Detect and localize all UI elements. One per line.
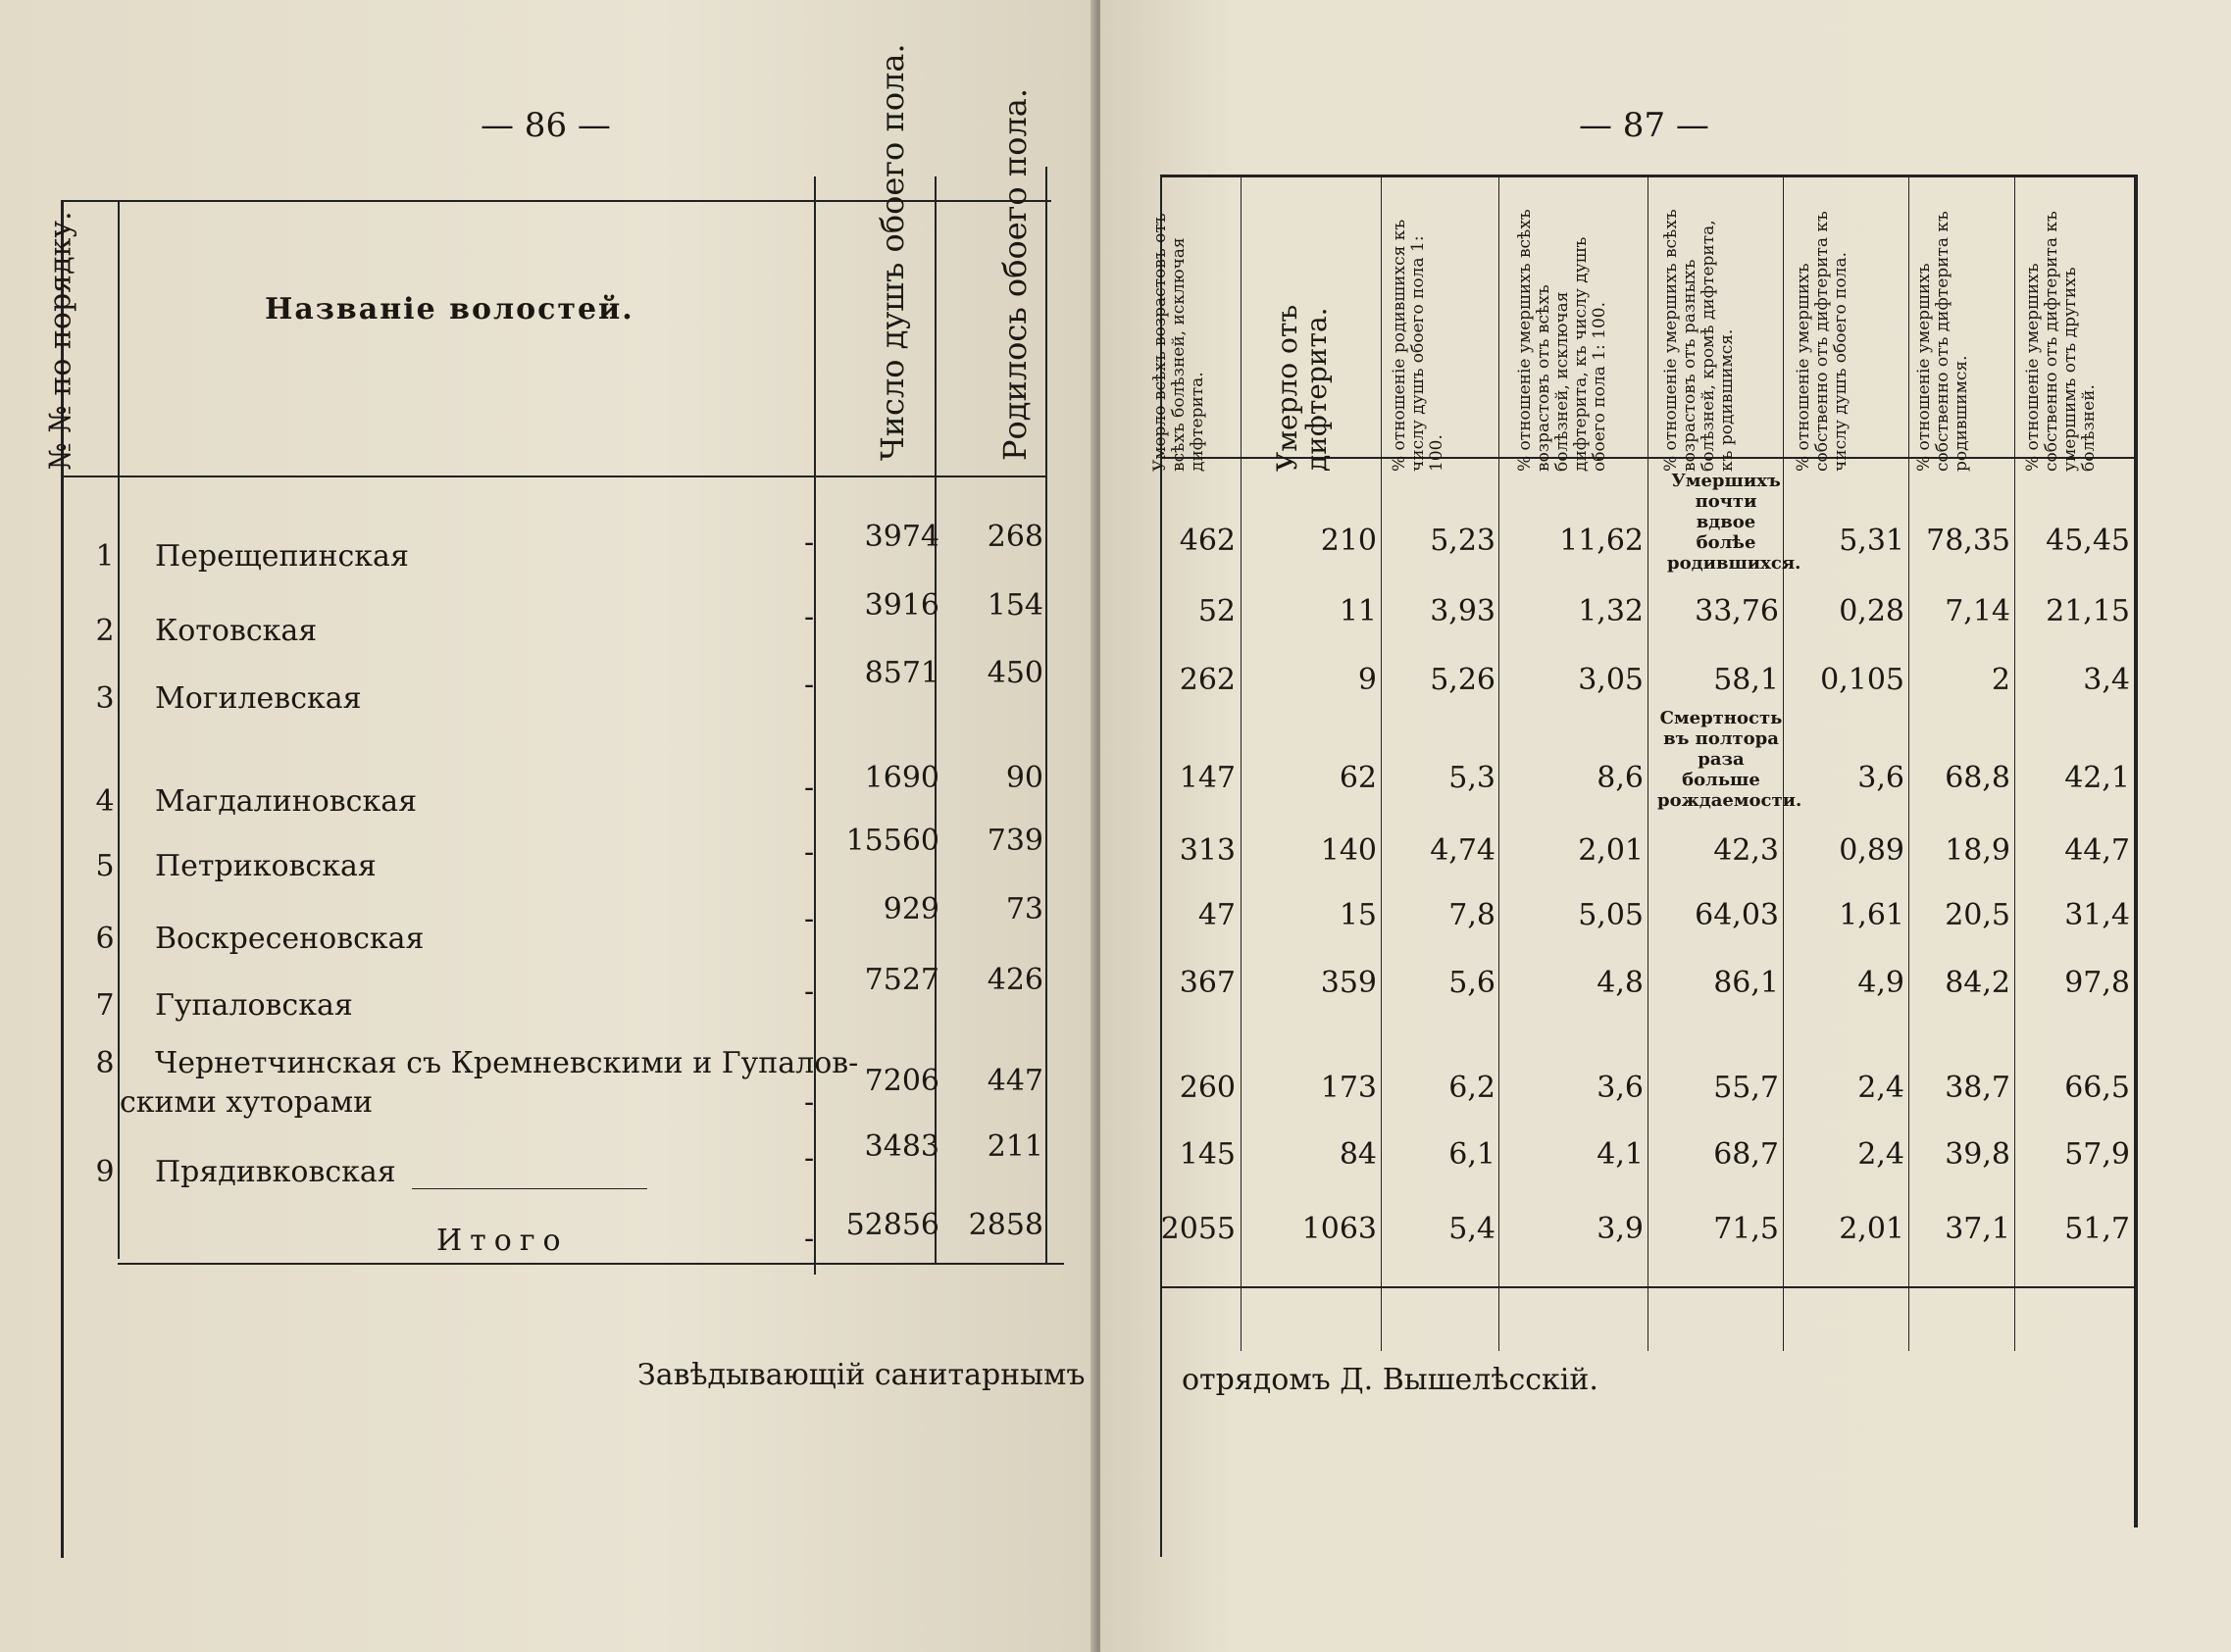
row-cell-birth-ratio: 5,6 (1448, 966, 1496, 1000)
total-cell-deaths-to-births: 71,5 (1713, 1212, 1779, 1246)
row-cell-birth-ratio: 7,8 (1448, 898, 1496, 932)
leader-dash: - (804, 1222, 815, 1256)
header-bottom-border (61, 476, 1045, 477)
table-row (0, 588, 1059, 653)
total-cell-diph-to-births: 37,1 (1945, 1212, 2010, 1246)
table-row (0, 963, 1059, 1027)
leader-dash: - (804, 835, 815, 870)
leader-dash: - (804, 526, 815, 560)
total-label: Итого (436, 1224, 569, 1258)
row-cell-deaths-diphtheria: 15 (1339, 898, 1377, 932)
born-value: 73 (1005, 892, 1043, 926)
born-value: 211 (987, 1129, 1043, 1164)
underline-rule (412, 1188, 647, 1189)
note-deaths-double: Умершихъ почти вдвое болѣе родившихся. (1667, 471, 1801, 574)
header-deaths-other: Умерло всѣхъ возрастовъ отъ всѣхъ болѣзней, исключая дифтерита. (1150, 213, 1207, 472)
row-cell-deaths-other: 262 (1179, 663, 1236, 697)
header-diphtheria-to-population: % отношеніе умершихъ собственно отъ дифтерита къ числу душъ обоего пола. (1794, 211, 1851, 472)
header-birth-ratio: % отношеніе родившихся къ числу душъ обоего пола 1: 100. (1390, 219, 1446, 472)
table-row (0, 892, 1059, 961)
row-cell-deaths-diphtheria: 62 (1339, 761, 1377, 795)
row-cell-deaths-diphtheria: 173 (1320, 1071, 1377, 1105)
leader-dash: - (804, 975, 815, 1009)
row-cell-deaths-diphtheria: 11 (1339, 594, 1377, 628)
row-cell-diph-to-population: 5,31 (1839, 524, 1904, 558)
row-number: 9 (95, 1155, 115, 1189)
row-cell-diph-to-births: 84,2 (1945, 966, 2010, 1000)
row-cell-diph-to-other: 44,7 (2064, 833, 2130, 868)
row-cell-diph-to-population: 2,4 (1857, 1071, 1904, 1105)
souls-value: 3483 (864, 1129, 939, 1164)
header-mortality-ratio: % отношеніе умершихъ всѣхъ возрастовъ отъ всѣхъ болѣзней, исключая дифтерита, къ числу душъ обоего пола 1: 100. (1515, 209, 1609, 472)
souls-value: 7527 (864, 963, 939, 997)
col-divider (2014, 175, 2015, 1351)
leader-dash: - (804, 1141, 815, 1176)
row-cell-deaths-diphtheria: 210 (1320, 524, 1377, 558)
row-cell-diph-to-population: 2,4 (1857, 1137, 1904, 1172)
row-cell-diph-to-births: 20,5 (1945, 898, 2010, 932)
volost-name: Петриковская (155, 849, 377, 883)
row-cell-mortality-ratio: 11,62 (1559, 524, 1644, 558)
row-cell-deaths-other: 47 (1197, 898, 1236, 932)
table-row (0, 656, 1059, 721)
header-deaths-to-births: % отношеніе умершихъ всѣхъ возрастовъ отъ разныхъ болѣзней, кромѣ дифтерита, къ родившимся. (1661, 209, 1737, 472)
row-number: 5 (95, 849, 115, 883)
row-cell-diph-to-population: 0,89 (1839, 833, 1904, 868)
row-cell-diph-to-population: 3,6 (1857, 761, 1904, 795)
volost-name-continued: скими хуторами (120, 1085, 374, 1120)
leader-dash: - (804, 1085, 815, 1120)
volost-name: Чернетчинская съ Кремневскими и Гупалов- (155, 1046, 859, 1080)
row-cell-deaths-other: 462 (1179, 524, 1236, 558)
row-cell-birth-ratio: 4,74 (1430, 833, 1496, 868)
header-deaths-diphtheria: Умерло отъ дифтерита. (1271, 304, 1333, 472)
table-right-border (2134, 175, 2138, 1527)
total-cell-mortality-ratio: 3,9 (1597, 1212, 1644, 1246)
row-cell-deaths-other: 145 (1179, 1137, 1236, 1172)
row-cell-deaths-to-births: 68,7 (1713, 1137, 1779, 1172)
row-number: 6 (95, 922, 115, 956)
row-cell-birth-ratio: 5,26 (1430, 663, 1496, 697)
row-number: 4 (95, 784, 115, 819)
souls-value: 1690 (864, 761, 939, 795)
row-cell-deaths-to-births: 33,76 (1695, 594, 1779, 628)
row-cell-mortality-ratio: 3,6 (1597, 1071, 1644, 1105)
volost-name: Гупаловская (155, 988, 353, 1023)
table-row (0, 520, 1059, 578)
born-value: 426 (987, 963, 1043, 997)
total-cell-diph-to-population: 2,01 (1839, 1212, 1904, 1246)
leader-dash: - (804, 600, 815, 634)
row-cell-diph-to-other: 66,5 (2064, 1071, 2130, 1105)
row-cell-diph-to-other: 97,8 (2064, 966, 2130, 1000)
row-cell-deaths-other: 52 (1197, 594, 1236, 628)
total-cell-birth-ratio: 5,4 (1448, 1212, 1496, 1246)
born-value: 268 (987, 520, 1043, 554)
born-value: 739 (987, 824, 1043, 858)
row-cell-mortality-ratio: 5,05 (1578, 898, 1644, 932)
volost-name: Прядивковская (155, 1155, 396, 1189)
row-cell-mortality-ratio: 3,05 (1578, 663, 1644, 697)
row-cell-deaths-to-births: 42,3 (1713, 833, 1779, 868)
total-cell-deaths-diphtheria: 1063 (1301, 1212, 1377, 1246)
header-born: Родилось обоего пола. (996, 87, 1034, 461)
col-divider (1241, 175, 1242, 1351)
row-number: 7 (95, 988, 115, 1023)
volost-name: Перещепинская (155, 539, 409, 574)
volost-name: Воскресеновская (155, 922, 425, 956)
row-cell-diph-to-births: 2 (1991, 663, 2010, 697)
row-cell-deaths-diphtheria: 84 (1339, 1137, 1377, 1172)
row-cell-diph-to-births: 7,14 (1945, 594, 2010, 628)
row-cell-deaths-other: 147 (1179, 761, 1236, 795)
col-divider (1908, 175, 1909, 1351)
col-divider (1381, 175, 1382, 1351)
row-cell-mortality-ratio: 2,01 (1578, 833, 1644, 868)
row-cell-birth-ratio: 6,1 (1448, 1137, 1496, 1172)
row-cell-diph-to-births: 78,35 (1926, 524, 2010, 558)
row-cell-diph-to-other: 42,1 (2064, 761, 2130, 795)
row-cell-diph-to-births: 18,9 (1945, 833, 2010, 868)
souls-value: 3916 (864, 588, 939, 623)
total-cell-deaths-other: 2055 (1160, 1212, 1236, 1246)
row-cell-deaths-to-births: 64,03 (1695, 898, 1779, 932)
volost-name: Котовская (155, 614, 318, 648)
signature-left: Завѣдывающій санитарнымъ (637, 1358, 1086, 1392)
row-cell-diph-to-births: 38,7 (1945, 1071, 2010, 1105)
row-cell-diph-to-population: 4,9 (1857, 966, 1904, 1000)
row-cell-deaths-other: 367 (1179, 966, 1236, 1000)
header-diphtheria-to-other: % отношеніе умершихъ собственно отъ дифтерита къ умершимъ отъ другихъ болѣзней. (2023, 211, 2099, 472)
table-row (0, 824, 1059, 888)
souls-value: 7206 (864, 1064, 939, 1098)
row-cell-mortality-ratio: 4,8 (1597, 966, 1644, 1000)
page-number-left: — 86 — (481, 106, 611, 145)
leader-dash: - (804, 771, 815, 805)
row-number: 2 (95, 614, 115, 648)
row-cell-birth-ratio: 6,2 (1448, 1071, 1496, 1105)
leader-dash: - (804, 668, 815, 702)
souls-value: 15560 (845, 824, 939, 858)
row-cell-diph-to-other: 31,4 (2064, 898, 2130, 932)
row-cell-diph-to-other: 21,15 (2046, 594, 2130, 628)
souls-value: 3974 (864, 520, 939, 554)
row-cell-birth-ratio: 5,3 (1448, 761, 1496, 795)
row-cell-deaths-to-births: 86,1 (1713, 966, 1779, 1000)
row-cell-deaths-other: 260 (1179, 1071, 1236, 1105)
row-cell-deaths-diphtheria: 359 (1320, 966, 1377, 1000)
row-cell-diph-to-births: 39,8 (1945, 1137, 2010, 1172)
page-number-right: — 87 — (1579, 106, 1709, 145)
note-mortality-higher: Смертность въ полтора раза больше рождаемости. (1657, 708, 1802, 811)
row-number: 3 (95, 681, 115, 716)
header-souls: Число душъ обоего пола. (874, 43, 911, 461)
row-cell-diph-to-population: 1,61 (1839, 898, 1904, 932)
row-cell-diph-to-other: 57,9 (2064, 1137, 2130, 1172)
row-cell-deaths-other: 313 (1179, 833, 1236, 868)
total-cell-diph-to-other: 51,7 (2064, 1212, 2130, 1246)
row-cell-diph-to-population: 0,28 (1839, 594, 1904, 628)
born-value: 154 (987, 588, 1043, 623)
row-cell-mortality-ratio: 8,6 (1597, 761, 1644, 795)
left-page (0, 0, 1096, 1652)
row-cell-mortality-ratio: 4,1 (1597, 1137, 1644, 1172)
row-cell-diph-to-births: 68,8 (1945, 761, 2010, 795)
table-row (0, 1046, 1059, 1125)
table-bottom-border (118, 1263, 1064, 1265)
header-diphtheria-to-births: % отношеніе умершихъ собственно отъ дифтерита къ родившимся. (1914, 211, 1971, 472)
born-value: 450 (987, 656, 1043, 690)
row-cell-diph-to-other: 3,4 (2083, 663, 2130, 697)
born-value: 90 (1005, 761, 1043, 795)
row-number: 8 (95, 1046, 115, 1080)
row-cell-mortality-ratio: 1,32 (1578, 594, 1644, 628)
born-value: 447 (987, 1064, 1043, 1098)
row-cell-diph-to-other: 45,45 (2046, 524, 2130, 558)
total-row (0, 1208, 1059, 1256)
total-souls: 52856 (845, 1208, 939, 1242)
row-cell-deaths-diphtheria: 9 (1357, 663, 1377, 697)
row-number: 1 (95, 539, 115, 574)
leader-dash: - (804, 902, 815, 936)
row-cell-birth-ratio: 5,23 (1430, 524, 1496, 558)
table-row (0, 761, 1059, 824)
header-name: Названіе волостей. (265, 292, 634, 326)
souls-value: 8571 (864, 656, 939, 690)
row-cell-birth-ratio: 3,93 (1430, 594, 1496, 628)
row-cell-diph-to-population: 0,105 (1820, 663, 1904, 697)
volost-name: Магдалиновская (155, 784, 418, 819)
signature-right: отрядомъ Д. Вышелѣсскій. (1182, 1363, 1598, 1397)
row-cell-deaths-diphtheria: 140 (1320, 833, 1377, 868)
row-cell-deaths-to-births: 55,7 (1713, 1071, 1779, 1105)
row-cell-deaths-to-births: 58,1 (1713, 663, 1779, 697)
volost-name: Могилевская (155, 681, 362, 716)
total-born: 2858 (968, 1208, 1043, 1242)
souls-value: 929 (883, 892, 939, 926)
header-number: № № по порядку. (43, 211, 78, 471)
col-divider (1498, 175, 1499, 1351)
